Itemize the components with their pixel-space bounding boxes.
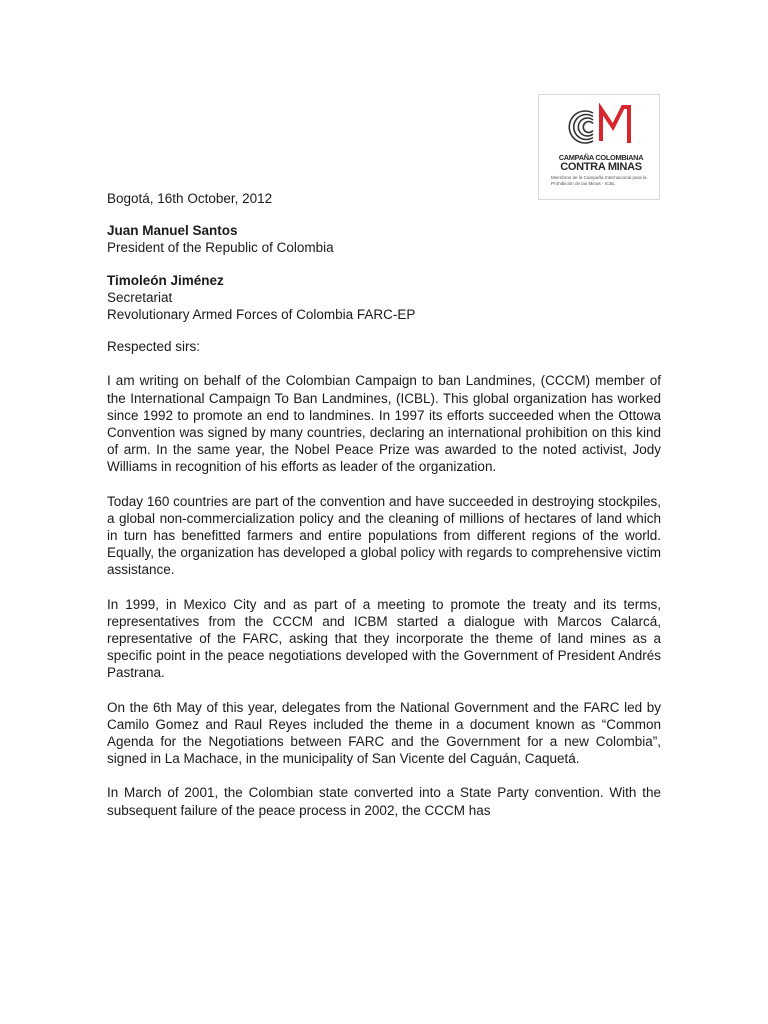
campaign-logo bbox=[538, 94, 660, 200]
letter-date: Bogotá, 16th October, 2012 bbox=[107, 191, 273, 206]
recipient-block-2 bbox=[107, 272, 661, 324]
body-paragraph: I am writing on behalf of the Colombian Campaign to ban Landmines, (CCCM) member of the International Campaign To Ban Landmines, (ICBL). This global organization has worked since 1992 to promote an end to landmines. In 1997 its efforts succeeded when the Ottowa Convention was signed by many countries, declaring an international prohibition on this kind of arm. In the same year, the Nobel Peace Prize was awarded to the noted activist, Jody Williams in recognition of his efforts as leader of the organization. bbox=[107, 373, 661, 475]
recipient-title: Secretariat bbox=[107, 289, 173, 305]
recipient-title: President of the Republic of Colombia bbox=[107, 240, 334, 256]
salutation: Respected sirs: bbox=[107, 339, 201, 355]
ccm-logo-mark-icon bbox=[563, 103, 639, 151]
body-paragraph: On the 6th May of this year, delegates from the National Government and the FARC led by Camilo Gomez and Raul Reyes included the theme in a document known as “Common Agenda for the Negotiations between FARC and the Government for a new Colombia”, signed in La Machace, in the municipality of San Vicente del Caguán, Caquetá. bbox=[107, 699, 661, 767]
recipient-block-1 bbox=[107, 222, 661, 256]
body-paragraph: In March of 2001, the Colombian state converted into a State Party convention. With the subsequent failure of the peace process in 2002, the CCCM has bbox=[107, 785, 661, 818]
letter-body bbox=[107, 190, 661, 836]
recipient-organization: Revolutionary Armed Forces of Colombia FARC-EP bbox=[107, 307, 416, 323]
recipient-name: Juan Manuel Santos bbox=[107, 223, 238, 239]
logo-name-line1: CAMPAÑA COLOMBIANA bbox=[558, 153, 644, 162]
logo-subtitle: Miembros de la Campaña Internacional para la Prohibición de las Minas - ICBL bbox=[551, 175, 647, 186]
body-paragraph: In 1999, in Mexico City and as part of a meeting to promote the treaty and its terms, representatives from the CCCM and ICBM started a dialogue with Marcos Calarcá, representative of the FARC, asking that they incorporate the theme of land mines as a specific point in the peace negotiations developed with the Government of President Andrés Pastrana. bbox=[107, 596, 661, 681]
recipient-name: Timoleón Jiménez bbox=[107, 272, 224, 288]
body-paragraph: Today 160 countries are part of the convention and have succeeded in destroying stockpiles, a global non-commercialization policy and the cleaning of millions of hectares of land which in turn has benefitted farmers and entire populations from different regions of the world. Equally, the organization has developed a global policy with regards to comprehensive victim assistance. bbox=[107, 493, 661, 578]
logo-name-line2: CONTRA MINAS bbox=[560, 161, 642, 173]
